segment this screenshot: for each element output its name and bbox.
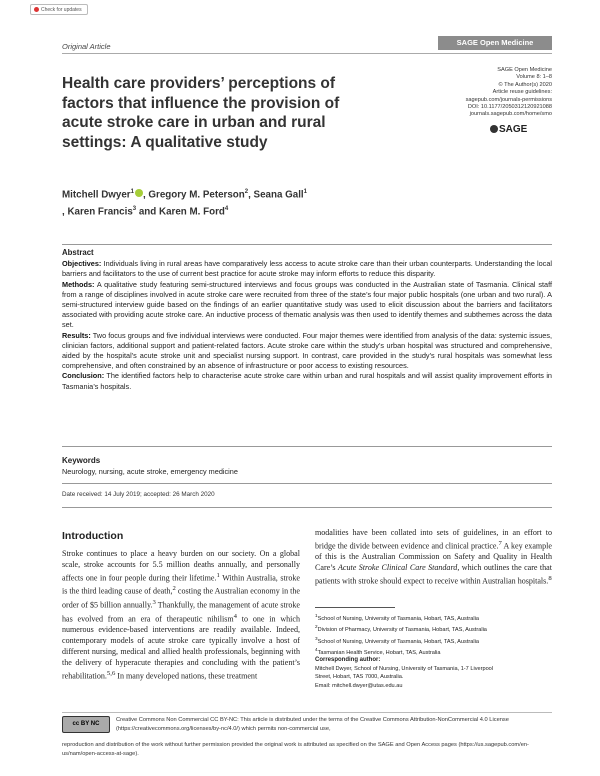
author-affiliation-sup: 2 [244, 189, 249, 195]
article-metadata [452, 67, 552, 119]
meta-copyright: © The Author(s) 2020 [498, 81, 552, 88]
abstract-results [62, 331, 552, 372]
header-divider [62, 53, 552, 54]
author-name[interactable]: , Seana Gall [248, 189, 304, 201]
license-text-continued: reproduction and distribution of the work without further permission provided the original work is attributed as specified on the SAGE and Open Access pages (https://us.sagepub.com/en-us/nam/open-access-at-sage). [62, 742, 529, 757]
meta-reuse-label: Article reuse guidelines: [492, 89, 552, 96]
meta-journal-link[interactable]: journals.sagepub.com/home/smo [469, 111, 552, 118]
body-top-divider [62, 507, 552, 508]
abstract-heading: Abstract [62, 248, 94, 257]
sage-logo [490, 124, 527, 135]
abstract-conclusion [62, 371, 552, 391]
keywords-top-divider [62, 446, 552, 447]
crossmark-icon [34, 7, 39, 12]
intro-text: , which outlines the care that patients with stroke should expect to receive within Australian hospitals. [315, 563, 552, 586]
introduction-right-column [315, 528, 552, 588]
cc-by-nc-icon[interactable]: cc BY NC [62, 716, 110, 733]
objectives-label: Objectives: [62, 259, 102, 269]
citation-sup[interactable]: 5,6 [106, 669, 116, 677]
sage-logo-text: SAGE [499, 124, 528, 135]
methods-text: A qualitative study featuring semi-structured interviews and focus groups was conducted in the Australian state of Tasmania. Clinical staff from a range of disciplines involved in acute stroke care were recruited from three of the state’s four major public hospitals (one urban and two rural). A semi-structured interview guide based on the findings of an earlier quantitative study was used to elicit discussion about the barriers and facilitators associated with providing acute stroke care. An inductive process of thematic analysis was then used to identify themes and subthemes across the data set. [62, 279, 552, 330]
license-divider [62, 712, 552, 713]
affiliation-number: 4 [315, 647, 318, 653]
author-affiliation-sup: 3 [132, 206, 137, 213]
citation-sup[interactable]: 7 [498, 539, 502, 547]
affiliations-list [315, 612, 552, 658]
author-name[interactable]: , Gregory M. Peterson [142, 189, 245, 201]
affiliation-text: School of Nursing, University of Tasmania, Hobart, TAS, Australia [317, 615, 479, 622]
meta-journal: SAGE Open Medicine [497, 67, 552, 73]
license-text: Creative Commons Non Commercial CC BY-NC: This article is distributed under the terms of the Creative Commons Attribution-NonCommercial 4.0 License (https://creativecommons.org/licenses/by-nc/4.0/) which permits non-commercial use, [116, 717, 509, 732]
intro-text: In many developed nations, these treatment [115, 671, 258, 681]
intro-text: to one in which numerous evidence-based interventions are readily available. Indeed, contemporary models of acute stroke care typically involve a host of different nursing, medical and allied health professionals, beginning with the delivery of hyperacute therapies and concluding with the patient’s rehabilitation. [62, 614, 301, 681]
intro-text: costing the Australian economy in the order of $5 billion annually. [62, 587, 300, 610]
results-label: Results: [62, 330, 91, 340]
author-name[interactable]: and Karen M. Ford [136, 206, 225, 218]
author-list [62, 185, 442, 220]
keywords-heading: Keywords [62, 456, 101, 465]
intro-text: Within Australia, stroke is the third leading cause of death, [62, 573, 300, 597]
conclusion-text: The identified factors help to characterise acute stroke care within urban and rural hospitals and will assist quality improvement efforts in Tasmania’s hospitals. [62, 371, 552, 391]
affiliation-item [315, 612, 552, 623]
dates-top-divider [62, 483, 552, 484]
affiliation-item [315, 635, 552, 646]
abstract-top-divider [62, 244, 552, 245]
citation-sup[interactable]: 8 [548, 575, 552, 583]
intro-italic-title: Acute Stroke Clinical Care Standard [338, 563, 458, 573]
introduction-paragraph [62, 549, 300, 682]
conclusion-label: Conclusion: [62, 371, 105, 381]
corresponding-line: Street, Hobart, TAS 7000, Australia. [315, 674, 404, 681]
citation-sup[interactable]: 2 [172, 585, 176, 593]
author-affiliation-sup: 4 [224, 206, 229, 213]
author-name[interactable]: Mitchell Dwyer [62, 189, 131, 201]
affiliations-divider [315, 607, 395, 608]
author-name[interactable]: , Karen Francis [62, 206, 133, 218]
meta-doi[interactable]: DOI: 10.1177/2050312120921088 [467, 104, 552, 111]
affiliation-number: 2 [315, 624, 318, 630]
citation-sup[interactable]: 3 [152, 598, 156, 606]
orcid-icon[interactable] [135, 189, 143, 197]
citation-sup[interactable]: 1 [216, 571, 220, 579]
corresponding-line: Mitchell Dwyer, School of Nursing, University of Tasmania, 1-7 Liverpool [315, 665, 494, 672]
affiliation-text: Tasmanian Health Service, Hobart, TAS, Australia [317, 650, 441, 657]
abstract-methods [62, 280, 552, 331]
affiliation-text: Division of Pharmacy, University of Tasmania, Hobart, TAS, Australia [317, 627, 487, 634]
keywords-list: Neurology, nursing, acute stroke, emergency medicine [62, 467, 238, 476]
check-updates-label: Check for updates [41, 7, 82, 13]
corresponding-email[interactable]: Email: mitchell.dwyer@utas.edu.au [315, 682, 403, 689]
affiliation-number: 3 [315, 635, 318, 641]
article-title: Health care providers’ perceptions of factors that influence the provision of acute stroke care in urban and rural settings: A qualitative study [62, 75, 340, 151]
author-affiliation-sup: 1 [303, 189, 307, 195]
affiliation-text: School of Nursing, University of Tasmania, Hobart, TAS, Australia [317, 638, 479, 645]
introduction-paragraph-continued [315, 528, 552, 588]
objectives-text: Individuals living in rural areas have comparatively less access to acute stroke care than their urban counterparts. Understanding the local barriers and facilitators to the use of current best practice for acute stroke may inform efforts to reduce this disparity. [62, 259, 552, 279]
corresponding-heading: Corresponding author: [315, 657, 381, 663]
received-accepted-dates: Date received: 14 July 2019; accepted: 26 March 2020 [62, 491, 215, 498]
corresponding-author [315, 656, 552, 690]
intro-text: modalities have been collated into sets of guidelines, in an effort to bridge the divide between evidence and clinical practice. [315, 528, 552, 551]
meta-volume: Volume 8: 1–8 [516, 74, 552, 81]
results-text: Two focus groups and five individual interviews were conducted. Four major themes were identified from analysis of the data: systemic issues, clinician factors, additional support and patient-related factors. Acute stroke care within the study’s urban hospital was structured and comprehensive, aided by the hospital’s acute stroke unit and specialist nursing support. In contrast, care provided in the study’s rural hospitals was somewhat less comprehensive, and often constrained by an absence of infrastructure or poor access to existing resources. [62, 330, 552, 371]
check-for-updates-badge[interactable] [30, 4, 88, 15]
intro-text: Stroke continues to place a heavy burden on our society. On a global scale, stroke accounts for 5.5 million deaths annually, and personally affects one in four people during their lifetime. [62, 549, 300, 583]
introduction-left-column [62, 549, 300, 682]
introduction-heading: Introduction [62, 530, 124, 542]
meta-permissions-link[interactable]: sagepub.com/journals-permissions [465, 96, 552, 103]
author-affiliation-sup: 1 [130, 189, 134, 195]
sage-logo-mark [490, 125, 498, 133]
article-type: Original Article [62, 42, 111, 51]
intro-text: A key example of this is the Australian Commission on Safety and Quality in Health Care’s [315, 541, 552, 573]
abstract-section [62, 248, 552, 392]
affiliation-number: 1 [315, 613, 318, 618]
intro-text: Thankfully, the management of acute stroke has evolved from an era of therapeutic nihilism [62, 600, 300, 624]
abstract-objectives [62, 259, 552, 279]
affiliation-item [315, 623, 552, 634]
citation-sup[interactable]: 4 [233, 612, 238, 620]
methods-label: Methods: [62, 279, 95, 289]
journal-name-banner: SAGE Open Medicine [438, 36, 552, 50]
